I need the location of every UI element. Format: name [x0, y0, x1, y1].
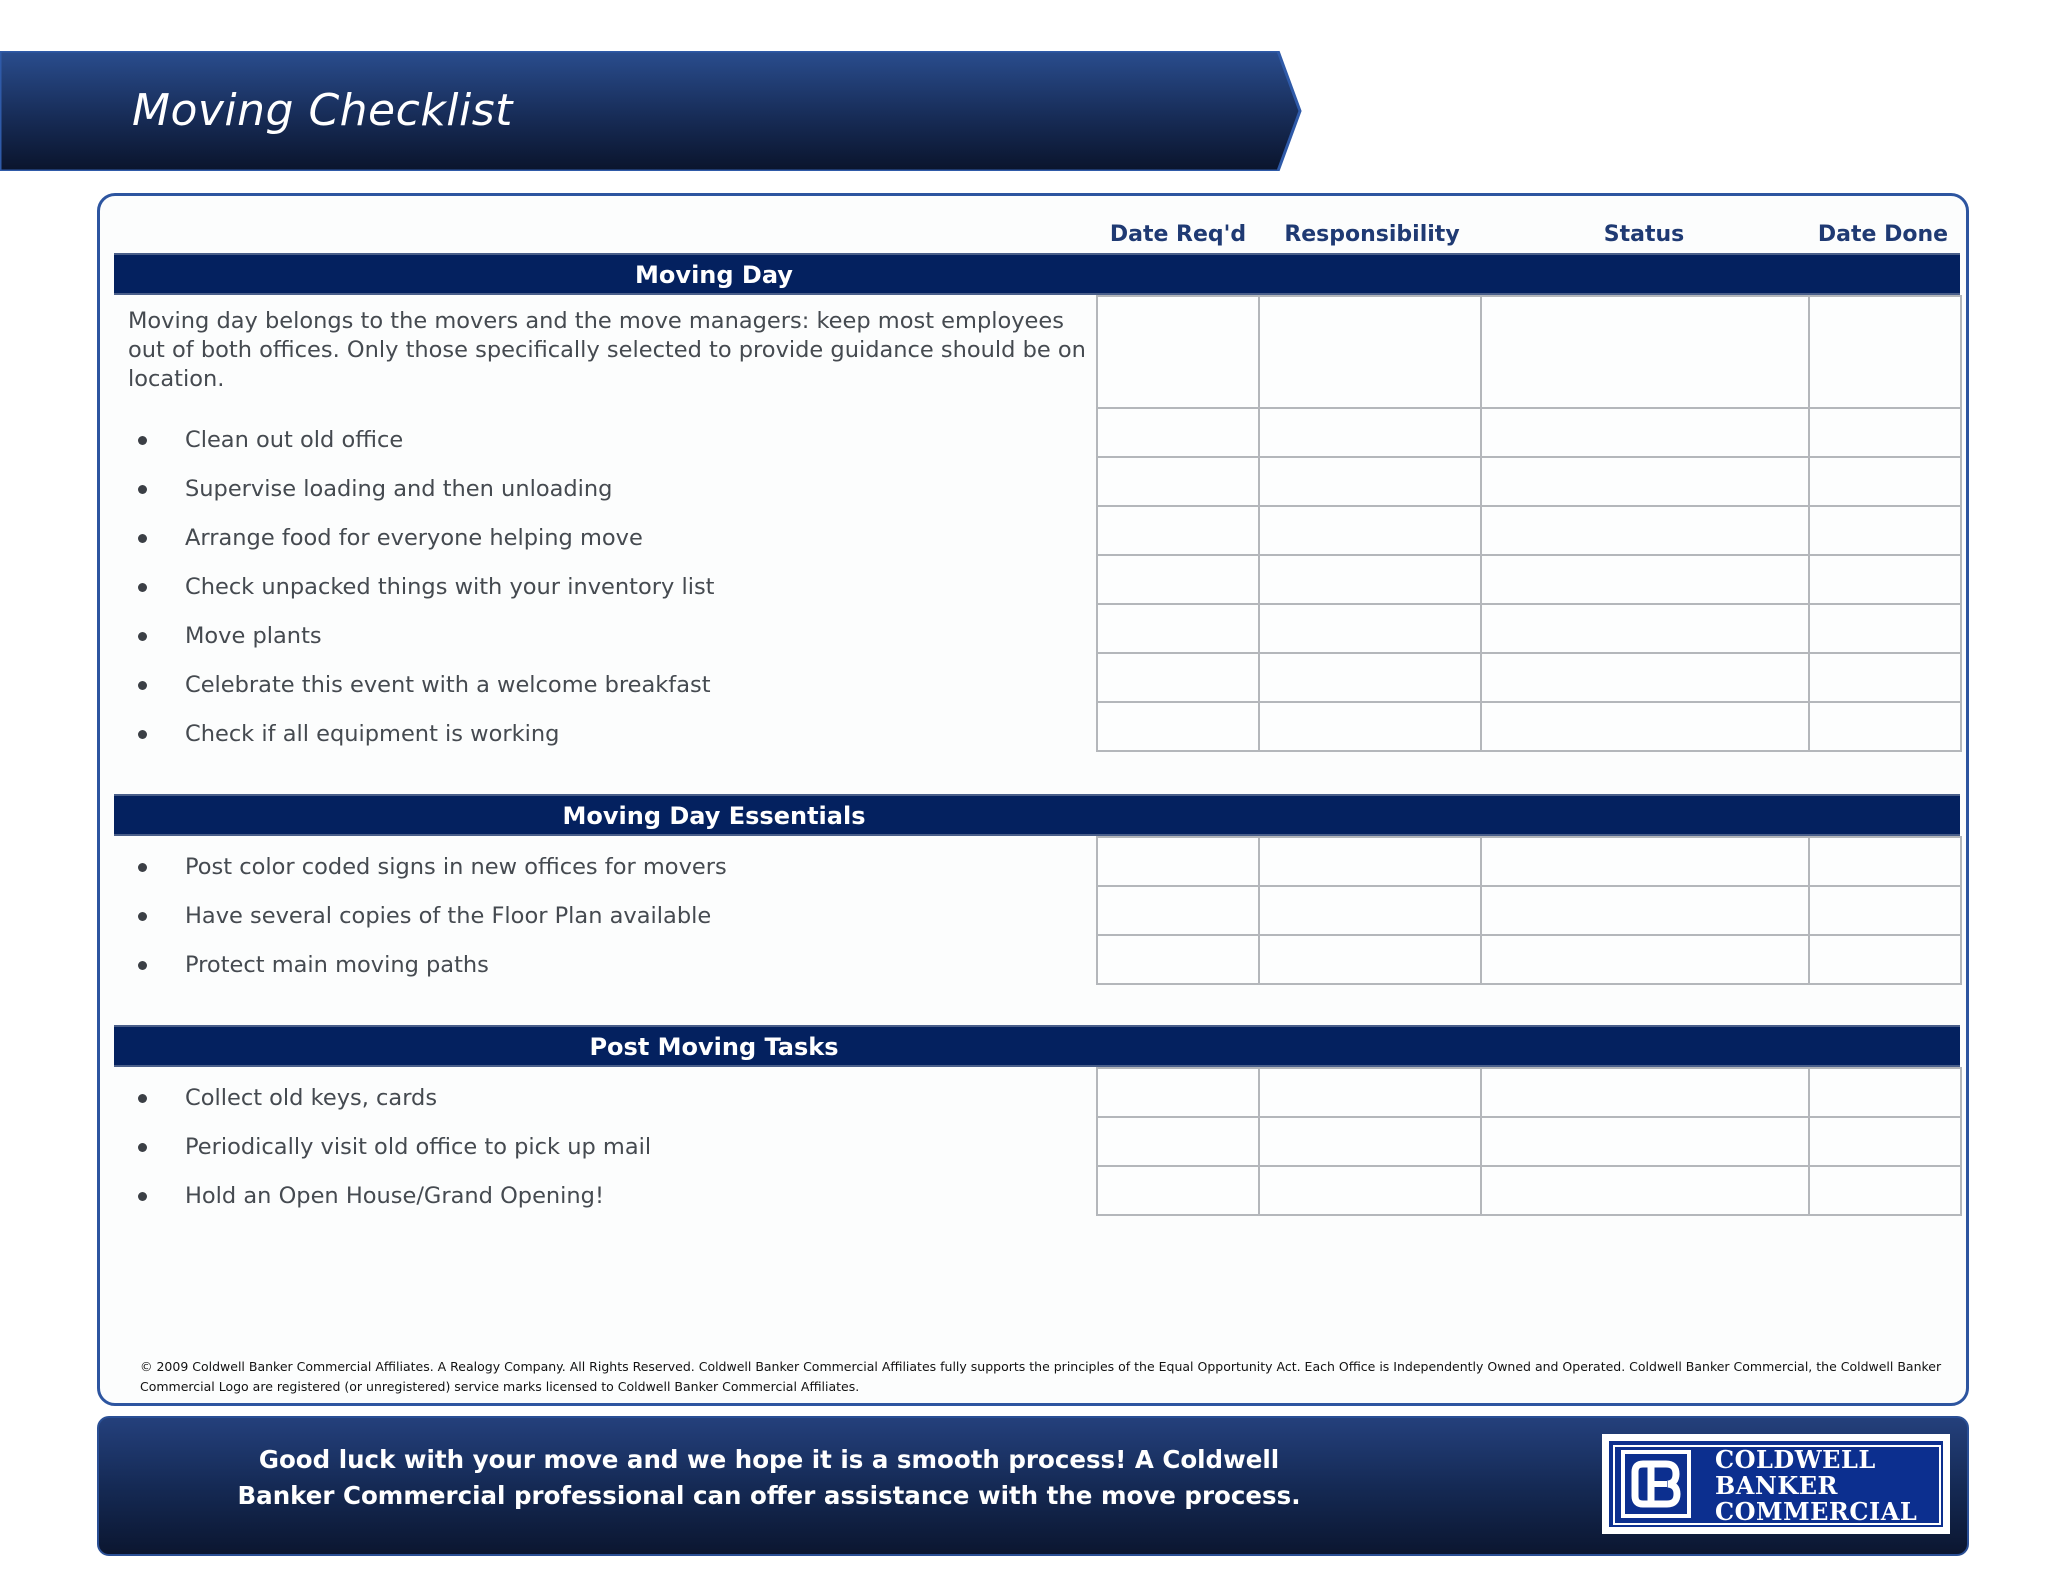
- company-logo: [1602, 1434, 1950, 1534]
- date-done-cell[interactable]: [1809, 555, 1961, 604]
- bullet-icon: [138, 730, 147, 739]
- status-cell[interactable]: [1481, 408, 1809, 457]
- date-done-cell[interactable]: [1809, 702, 1961, 751]
- date-reqd-cell[interactable]: [1097, 555, 1259, 604]
- checklist-grid-essentials: [1096, 836, 1962, 985]
- date-done-cell[interactable]: [1809, 296, 1961, 408]
- bullet-icon: [138, 583, 147, 592]
- list-item-label: Check if all equipment is working: [185, 721, 560, 747]
- date-done-cell[interactable]: [1809, 886, 1961, 935]
- date-reqd-cell[interactable]: [1097, 506, 1259, 555]
- bullet-icon: [138, 681, 147, 690]
- list-item-label: Protect main moving paths: [185, 952, 489, 978]
- responsibility-cell[interactable]: [1259, 555, 1481, 604]
- date-reqd-cell[interactable]: [1097, 702, 1259, 751]
- logo-line: COMMERCIAL: [1715, 1497, 1918, 1526]
- section-title: Post Moving Tasks: [589, 1033, 839, 1061]
- bullet-icon: [138, 632, 147, 641]
- list-item-label: Arrange food for everyone helping move: [185, 525, 643, 551]
- responsibility-cell[interactable]: [1259, 506, 1481, 555]
- list-item-label: Celebrate this event with a welcome breakfast: [185, 672, 711, 698]
- title-banner: [0, 51, 1305, 171]
- date-reqd-cell[interactable]: [1097, 457, 1259, 506]
- date-reqd-cell[interactable]: [1097, 1166, 1259, 1215]
- checklist-grid-moving-day: [1096, 295, 1962, 752]
- status-cell[interactable]: [1481, 837, 1809, 886]
- bullet-icon: [138, 863, 147, 872]
- list-item-label: Clean out old office: [185, 427, 404, 453]
- logo-line: COLDWELL: [1715, 1445, 1876, 1474]
- status-cell[interactable]: [1481, 702, 1809, 751]
- bullet-icon: [138, 485, 147, 494]
- date-reqd-cell[interactable]: [1097, 604, 1259, 653]
- date-reqd-cell[interactable]: [1097, 408, 1259, 457]
- date-done-cell[interactable]: [1809, 935, 1961, 984]
- responsibility-cell[interactable]: [1259, 296, 1481, 408]
- section-header-moving-day: [114, 253, 1960, 295]
- legal-disclaimer: © 2009 Coldwell Banker Commercial Affiliates. A Realogy Company. All Rights Reserved. Coldwell Banker Commercial Affiliates fully supports the principles of the Equal Opportunity Act. Each Office is Independently Owned and Operated. Coldwell Banker Commercial, the Coldwell Banker Commercial Logo are registered (or unregistered) service marks licensed to Coldwell Banker Commercial Affiliates.: [140, 1359, 1942, 1394]
- list-item-label: Collect old keys, cards: [185, 1085, 438, 1111]
- responsibility-cell[interactable]: [1259, 1068, 1481, 1117]
- status-cell[interactable]: [1481, 296, 1809, 408]
- section-title: Moving Day Essentials: [562, 802, 866, 830]
- bullet-icon: [138, 1192, 147, 1201]
- responsibility-cell[interactable]: [1259, 457, 1481, 506]
- responsibility-cell[interactable]: [1259, 935, 1481, 984]
- list-item-label: Periodically visit old office to pick up mail: [185, 1134, 652, 1160]
- responsibility-cell[interactable]: [1259, 653, 1481, 702]
- column-header-date-reqd: Date Req'd: [1109, 222, 1247, 247]
- responsibility-cell[interactable]: [1259, 837, 1481, 886]
- date-reqd-cell[interactable]: [1097, 296, 1259, 408]
- page-title: Moving Checklist: [132, 85, 513, 136]
- logo-line: BANKER: [1715, 1471, 1838, 1500]
- date-done-cell[interactable]: [1809, 457, 1961, 506]
- responsibility-cell[interactable]: [1259, 408, 1481, 457]
- status-cell[interactable]: [1481, 1068, 1809, 1117]
- date-done-cell[interactable]: [1809, 1117, 1961, 1166]
- date-reqd-cell[interactable]: [1097, 653, 1259, 702]
- responsibility-cell[interactable]: [1259, 1117, 1481, 1166]
- status-cell[interactable]: [1481, 886, 1809, 935]
- status-cell[interactable]: [1481, 555, 1809, 604]
- date-reqd-cell[interactable]: [1097, 886, 1259, 935]
- responsibility-cell[interactable]: [1259, 886, 1481, 935]
- section-intro-text: Moving day belongs to the movers and the move managers: keep most employees out of both offices. Only those specifically selected to provide guidance should be on location.: [128, 308, 1086, 392]
- status-cell[interactable]: [1481, 457, 1809, 506]
- logo-wordmark: [1715, 1447, 1917, 1525]
- status-cell[interactable]: [1481, 935, 1809, 984]
- bullet-icon: [138, 1094, 147, 1103]
- footer-bar: [97, 1416, 1969, 1556]
- date-done-cell[interactable]: [1809, 506, 1961, 555]
- logo-background: [1609, 1441, 1943, 1527]
- responsibility-cell[interactable]: [1259, 702, 1481, 751]
- bullet-icon: [138, 912, 147, 921]
- list-item-label: Hold an Open House/Grand Opening!: [185, 1183, 604, 1209]
- checklist-grid-post-moving: [1096, 1067, 1962, 1216]
- column-header-status: Status: [1603, 222, 1685, 247]
- cb-monogram-icon: [1621, 1450, 1691, 1518]
- responsibility-cell[interactable]: [1259, 604, 1481, 653]
- list-item-label: Have several copies of the Floor Plan available: [185, 903, 712, 929]
- bullet-icon: [138, 961, 147, 970]
- bullet-icon: [138, 436, 147, 445]
- status-cell[interactable]: [1481, 1166, 1809, 1215]
- list-item-label: Move plants: [185, 623, 322, 649]
- footer-message: Good luck with your move and we hope it is a smooth process! A Coldwell Banker Commercial professional can offer assistance with the move process.: [237, 1445, 1301, 1510]
- section-header-post-moving-tasks: [114, 1025, 1960, 1067]
- date-done-cell[interactable]: [1809, 837, 1961, 886]
- column-header-responsibility: Responsibility: [1284, 222, 1460, 247]
- responsibility-cell[interactable]: [1259, 1166, 1481, 1215]
- status-cell[interactable]: [1481, 604, 1809, 653]
- list-item-label: Post color coded signs in new offices for movers: [185, 854, 727, 880]
- date-done-cell[interactable]: [1809, 1068, 1961, 1117]
- date-done-cell[interactable]: [1809, 604, 1961, 653]
- list-item-label: Check unpacked things with your inventory list: [185, 574, 715, 600]
- date-reqd-cell[interactable]: [1097, 935, 1259, 984]
- section-title: Moving Day: [635, 261, 793, 289]
- status-cell[interactable]: [1481, 1117, 1809, 1166]
- date-reqd-cell[interactable]: [1097, 837, 1259, 886]
- section-header-moving-day-essentials: [114, 794, 1960, 836]
- column-header-date-done: Date Done: [1817, 222, 1949, 247]
- date-reqd-cell[interactable]: [1097, 1068, 1259, 1117]
- bullet-icon: [138, 1143, 147, 1152]
- date-done-cell[interactable]: [1809, 1166, 1961, 1215]
- bullet-icon: [138, 534, 147, 543]
- status-cell[interactable]: [1481, 653, 1809, 702]
- date-done-cell[interactable]: [1809, 408, 1961, 457]
- status-cell[interactable]: [1481, 506, 1809, 555]
- list-item-label: Supervise loading and then unloading: [185, 476, 613, 502]
- date-done-cell[interactable]: [1809, 653, 1961, 702]
- date-reqd-cell[interactable]: [1097, 1117, 1259, 1166]
